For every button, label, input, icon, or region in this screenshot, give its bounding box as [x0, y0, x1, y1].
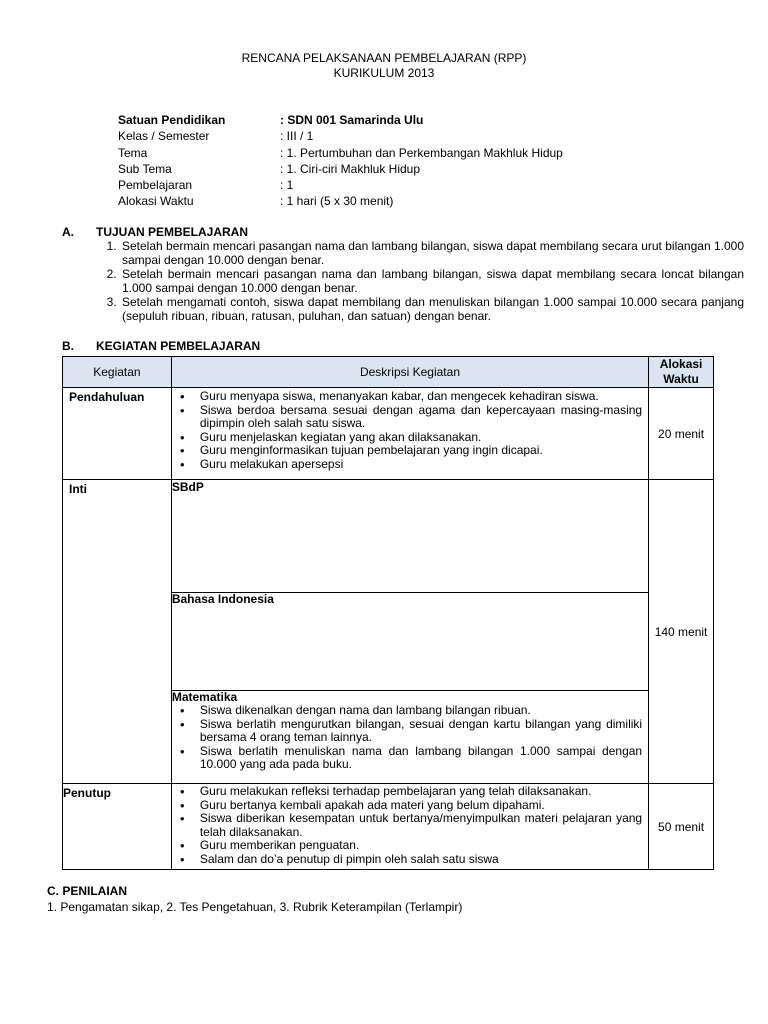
goal-item: 2. Setelah bermain mencari pasangan nama dan lambang bilangan, siswa dapat membilang secara loncat bilangan 1.000 sampai dengan 10.000 dengan benar. [120, 267, 744, 295]
subject-matematika: Matematika [171, 690, 238, 704]
assessment-text: 1. Pengamatan sikap, 2. Tes Pengetahuan, 3. Rubrik Keterampilan (Terlampir) [47, 900, 463, 914]
list-item: ● Siswa berdoa bersama sesuai dengan agama dan kepercayaan masing-masing dipimpin oleh salah satu siswa. [200, 404, 642, 431]
table-row-pendahuluan [63, 388, 714, 480]
time-penutup: 50 menit [649, 784, 714, 870]
list-item: ● Siswa berlatih menuliskan nama dan lambang bilangan 1.000 sampai dengan 10.000 yang ada pada buku. [200, 745, 642, 772]
identity-label: Kelas / Semester [118, 129, 210, 143]
inti-bahasa [172, 593, 648, 691]
column-header-alokasi: Alokasi Waktu [649, 357, 714, 388]
row-label-inti: Inti [69, 482, 87, 496]
time-pendahuluan: 20 menit [649, 388, 714, 480]
section-b-letter: B. [62, 339, 74, 353]
table-row-inti [63, 480, 714, 784]
row-label-penutup: Penutup [63, 786, 111, 800]
list-item: ● Siswa diberikan kesempatan untuk bertanya/menyimpulkan materi pelajaran yang telah dilaksanakan. [200, 812, 642, 839]
section-c-title: C. PENILAIAN [47, 884, 128, 898]
goal-item: 1. Setelah bermain mencari pasangan nama dan lambang bilangan, siswa dapat membilang secara urut bilangan 1.000 sampai dengan 10.000 dengan benar. [120, 239, 744, 267]
identity-value: : 1 hari (5 x 30 menit) [280, 194, 394, 208]
identity-value: : 1 [280, 178, 294, 192]
identity-value: : SDN 001 Samarinda Ulu [280, 113, 424, 127]
list-item: ● Guru menginformasikan tujuan pembelajaran yang ingin dicapai. [200, 444, 642, 458]
identity-label: Satuan Pendidikan [118, 113, 226, 127]
list-item: ● Siswa berlatih mengurutkan bilangan, sesuai dengan kartu bilangan yang dimiliki bersama 4 orang teman lainnya. [200, 718, 642, 745]
list-item: ● Guru menyapa siswa, menanyakan kabar, dan mengecek kehadiran siswa. [200, 390, 642, 404]
identity-value: : 1. Pertumbuhan dan Perkembangan Makhluk Hidup [280, 146, 563, 160]
table-header-row [63, 357, 714, 388]
list-item: ● Guru bertanya kembali apakah ada materi yang belum dipahami. [200, 799, 642, 813]
identity-label: Pembelajaran [118, 178, 193, 192]
section-b-title: KEGIATAN PEMBELAJARAN [96, 339, 261, 353]
inti-matematika [172, 691, 648, 783]
list-item: ● Guru memberikan penguatan. [200, 839, 642, 853]
column-header-deskripsi: Deskripsi Kegiatan [171, 357, 648, 388]
identity-label: Alokasi Waktu [118, 194, 194, 208]
table-row-penutup [63, 784, 714, 870]
subject-sbdp: SBdP [171, 480, 204, 494]
document-subtitle: KURIKULUM 2013 [333, 66, 435, 80]
list-item: ● Siswa dikenalkan dengan nama dan lambang bilangan ribuan. [200, 704, 642, 718]
pendahuluan-list [172, 388, 648, 471]
section-a-title: TUJUAN PEMBELAJARAN [96, 225, 249, 239]
list-item: ● Guru melakukan apersepsi [200, 458, 642, 472]
list-item: ● Guru menjelaskan kegiatan yang akan dilaksanakan. [200, 431, 642, 445]
document-title: RENCANA PELAKSANAAN PEMBELAJARAN (RPP) [241, 51, 527, 65]
list-item: ● Salam dan do’a penutup di pimpin oleh salah satu siswa [200, 853, 642, 867]
list-item: ● Guru melakukan refleksi terhadap pembelajaran yang telah dilaksanakan. [200, 785, 642, 799]
identity-value: : 1. Ciri-ciri Makhluk Hidup [280, 162, 421, 176]
section-a-letter: A. [62, 225, 74, 239]
goal-item: 3. Setelah mengamati contoh, siswa dapat membilang dan menuliskan bilangan 1.000 sampai 10.000 secara panjang (sepuluh ribuan, ribuan, ratusan, puluhan, dan satuan) dengan benar. [120, 295, 744, 323]
identity-label: Tema [118, 146, 148, 160]
activities-table [62, 356, 714, 870]
subject-bahasa: Bahasa Indonesia [171, 592, 274, 606]
column-header-kegiatan: Kegiatan [63, 357, 172, 388]
time-inti: 140 menit [649, 480, 714, 784]
inti-sbdp [172, 480, 648, 593]
penutup-list [172, 784, 648, 866]
identity-value: : III / 1 [280, 129, 314, 143]
goals-list [96, 239, 744, 323]
identity-label: Sub Tema [118, 162, 172, 176]
row-label-pendahuluan: Pendahuluan [69, 390, 145, 404]
matematika-list [172, 704, 648, 772]
